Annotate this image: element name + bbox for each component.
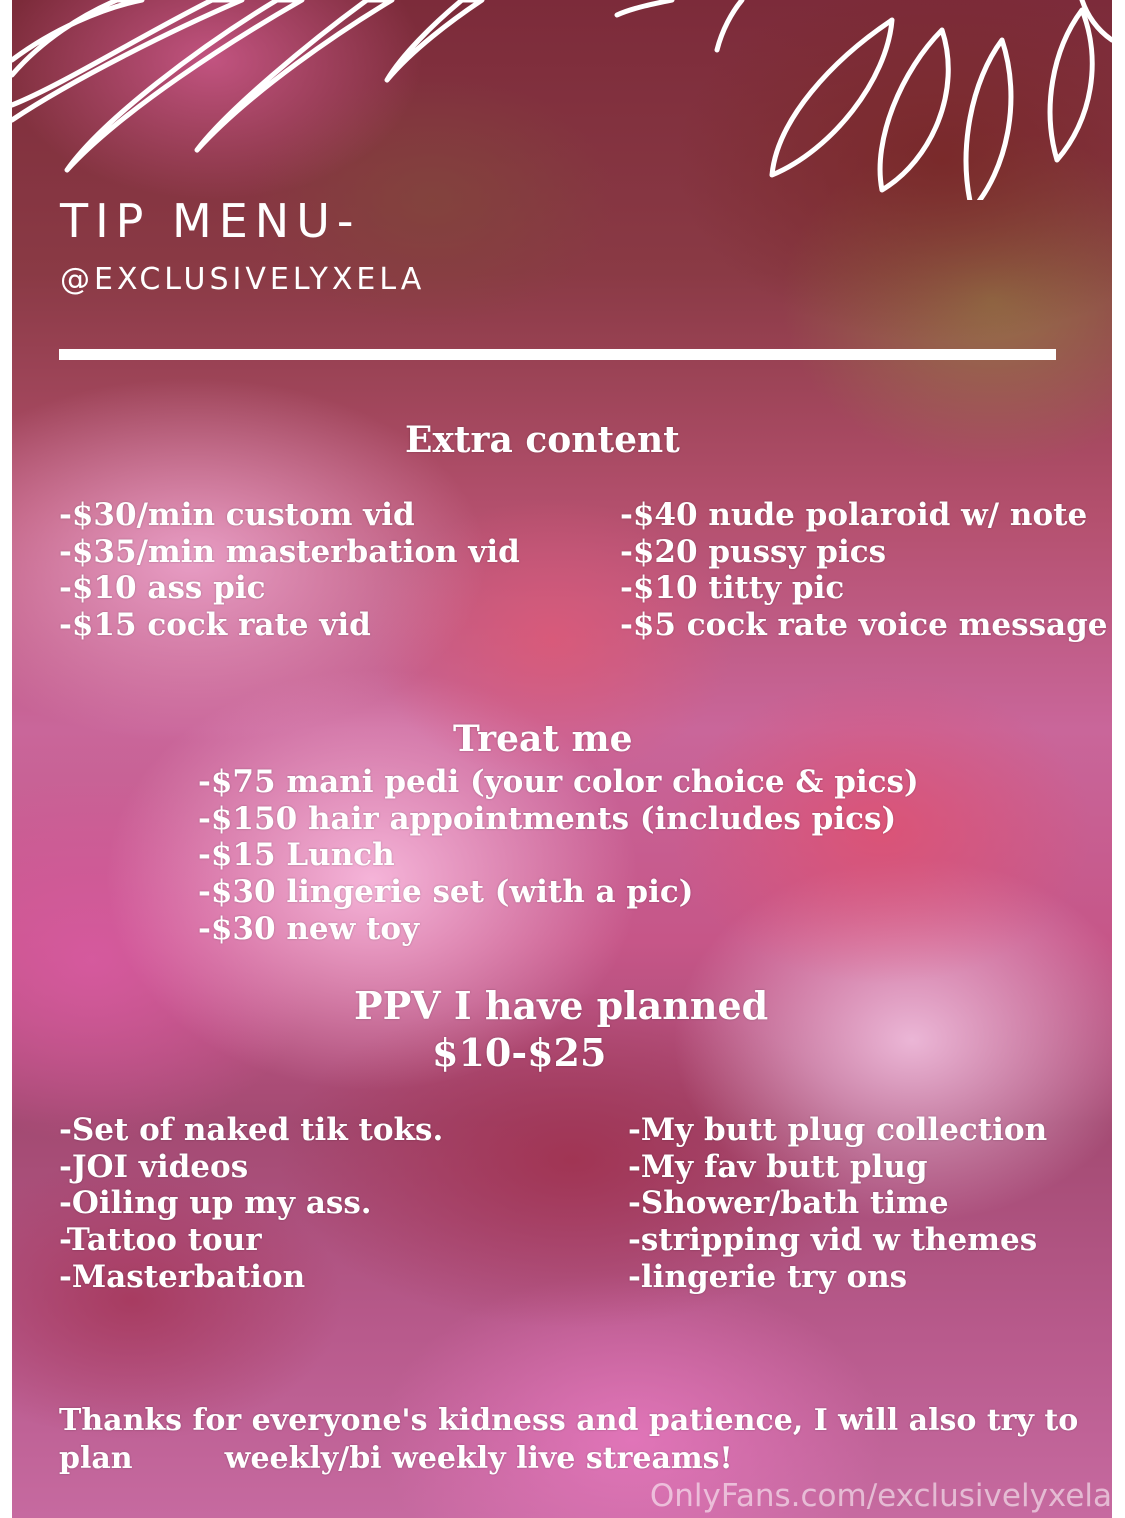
list-item: -My butt plug collection: [628, 1112, 1048, 1148]
tip-menu-page: [12, 0, 1112, 1518]
list-item: -My fav butt plug: [628, 1148, 928, 1185]
list-item: -Set of naked tik toks.: [59, 1112, 444, 1148]
list-item: -Oiling up my ass.: [59, 1185, 372, 1222]
section-heading-extra-content: Extra content: [405, 419, 680, 461]
list-item: -$30/min custom vid: [59, 497, 415, 533]
list-item: -$30 new toy: [198, 910, 420, 947]
watermark: OnlyFans.com/exclusivelyxela: [649, 1478, 1112, 1514]
list-item: -Shower/bath time: [628, 1185, 949, 1222]
list-item: -$15 cock rate vid: [59, 607, 371, 644]
list-item: -JOI videos: [59, 1148, 249, 1185]
list-item: -$15 Lunch: [198, 837, 395, 874]
list-item: -Tattoo tour: [59, 1222, 262, 1259]
list-item: -$35/min masterbation vid: [59, 533, 520, 570]
account-handle: @EXCLUSIVELYXELA: [60, 262, 426, 297]
closing-line-2-start: plan: [59, 1441, 133, 1476]
ppv-list-right: [628, 1112, 1047, 1296]
section-heading-treat-me: Treat me: [453, 718, 633, 760]
closing-message: [59, 1402, 1078, 1478]
list-item: -$75 mani pedi (your color choice & pics): [198, 764, 919, 800]
closing-line-2-end: weekly/bi weekly live streams!: [224, 1441, 733, 1476]
section-heading-ppv: PPV I have planned: [354, 983, 769, 1028]
treat-me-list: [198, 764, 919, 948]
closing-line-1: Thanks for everyone's kidness and patience, I will also try to: [59, 1403, 1079, 1438]
list-item: -$10 ass pic: [59, 570, 266, 607]
list-item: -$20 pussy pics: [620, 533, 887, 570]
extra-content-list-right: [620, 497, 1108, 644]
divider: [59, 349, 1056, 360]
list-item: -$150 hair appointments (includes pics): [198, 800, 897, 837]
extra-content-list-left: [59, 497, 520, 644]
page-title: TIP MENU-: [60, 194, 361, 248]
list-item: -$5 cock rate voice message: [620, 607, 1108, 644]
ppv-price-range: $10-$25: [432, 1030, 607, 1075]
leaf-outline-decoration-icon: [12, 0, 1112, 200]
list-item: -$30 lingerie set (with a pic): [198, 874, 694, 911]
ppv-list-left: [59, 1112, 443, 1296]
list-item: -lingerie try ons: [628, 1258, 908, 1295]
list-item: -$10 titty pic: [620, 570, 845, 607]
list-item: -Masterbation: [59, 1258, 306, 1295]
list-item: -stripping vid w themes: [628, 1222, 1038, 1259]
list-item: -$40 nude polaroid w/ note: [620, 497, 1088, 533]
